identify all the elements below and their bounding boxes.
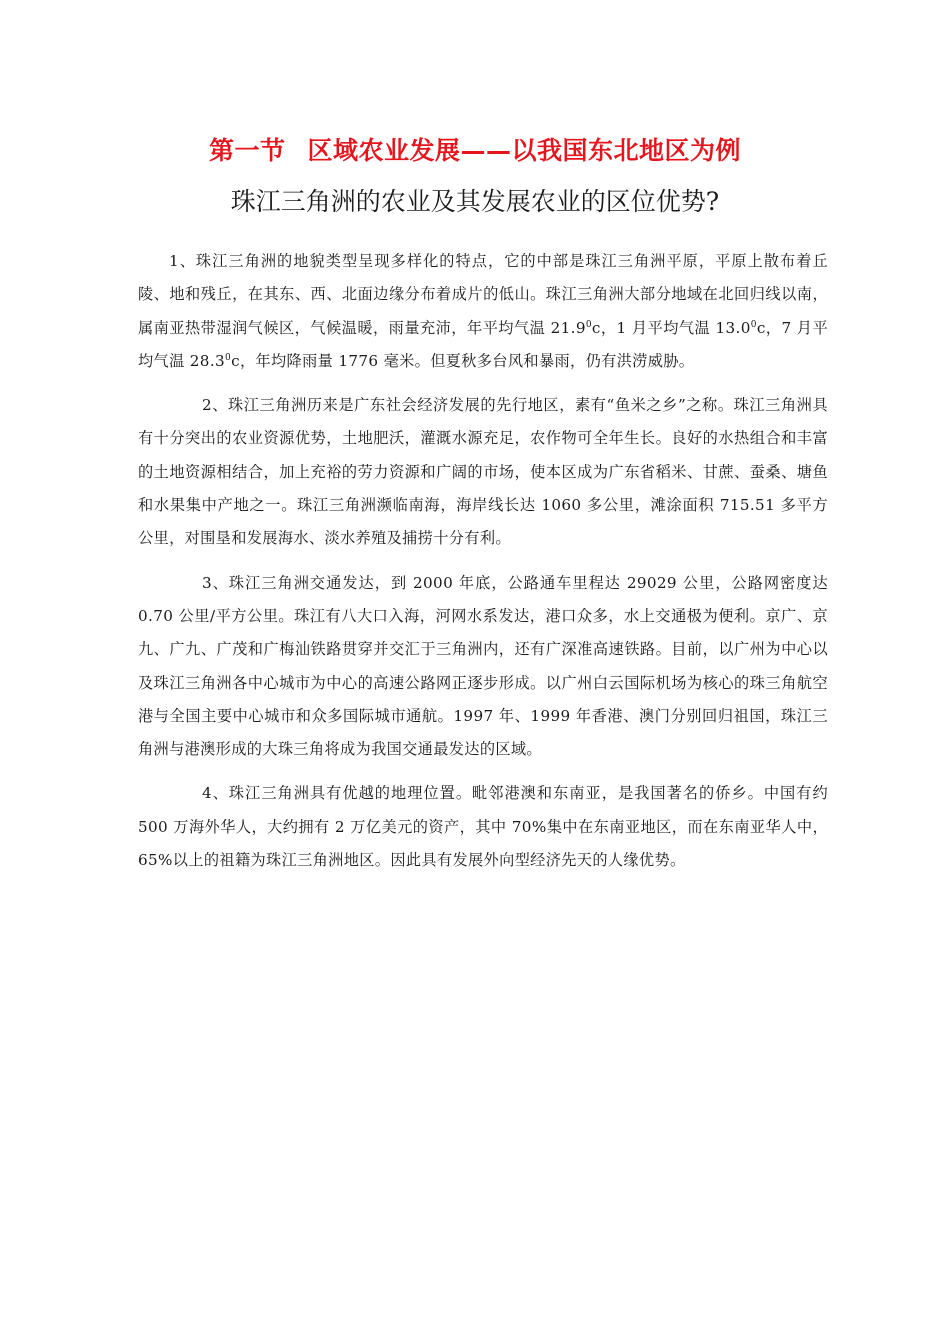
degree-superscript: 0 — [750, 319, 757, 330]
section-heading — [0, 133, 950, 169]
degree-superscript: 0 — [585, 319, 592, 330]
paragraph-1-segment: c，年均降雨量 1776 毫米。但夏秋多台风和暴雨，仍有洪涝威胁。 — [231, 351, 695, 370]
section-title-text: 区域农业发展——以我国东北地区为例 — [307, 136, 742, 165]
section-number: 第一节 — [208, 136, 286, 165]
paragraph-4: 4、珠江三角洲具有优越的地理位置。毗邻港澳和东南亚，是我国著名的侨乡。中国有约 500 万海外华人，大约拥有 2 万亿美元的资产，其中 70%集中在东南亚地区，而在东南亚华人中，65%以上的祖籍为珠江三角洲地区。因此具有发展外向型经济先天的人缘优势。 — [138, 784, 828, 870]
degree-superscript: 0 — [225, 352, 232, 363]
paragraph-1-segment: 1、珠江三角洲的地貌类型呈现多样化的特点，它的中部是珠江三角洲平原，平原上散布着丘陵、地和残丘，在其东、西、北面边缘分布着成片的低山。珠江三角洲大部分地域在北回归线以南，属南亚热带湿润气候区，气候温暖，雨量充沛，年平均气温 21.9 — [138, 252, 828, 337]
paragraph-1-segment: c，1 月平均气温 13.0 — [591, 318, 751, 337]
paragraph-3: 3、珠江三角洲交通发达，到 2000 年底，公路通车里程达 29029 公里，公路网密度达 0.70 公里/平方公里。珠江有八大口入海，河网水系发达，港口众多，水上交通极为便利。京广、京九、广九、广茂和广梅汕铁路贯穿并交汇于三角洲内，还有广深准高速铁路。目前，以广州为中心以及珠江三角洲各中心城市为中心的高速公路网正逐步形成。以广州白云国际机场为核心的珠三角航空港与全国主要中心城市和众多国际城市通航。1997 年、1999 年香港、澳门分别回归祖国，珠江三角洲与港澳形成的大珠三角将成为我国交通最发达的区域。 — [138, 573, 828, 759]
main-question: 珠江三角洲的农业及其发展农业的区位优势? — [230, 187, 720, 216]
paragraph-1 — [138, 245, 828, 378]
paragraph-1-segment: c，7 月平均气温 28.3 — [138, 318, 828, 370]
body-text — [138, 245, 828, 888]
paragraph-2: 2、珠江三角洲历来是广东社会经济发展的先行地区，素有“鱼米之乡”之称。珠江三角洲具有十分突出的农业资源优势，土地肥沃，灌溉水源充足，农作物可全年生长。良好的水热组合和丰富的土地资源相结合，加上充裕的劳力资源和广阔的市场，使本区成为广东省稻米、甘蔗、蚕桑、塘鱼和水果集中产地之一。珠江三角洲濒临南海，海岸线长达 1060 多公里，滩涂面积 715.51 多平方公里，对围垦和发展海水、淡水养殖及捕捞十分有利。 — [138, 396, 828, 548]
